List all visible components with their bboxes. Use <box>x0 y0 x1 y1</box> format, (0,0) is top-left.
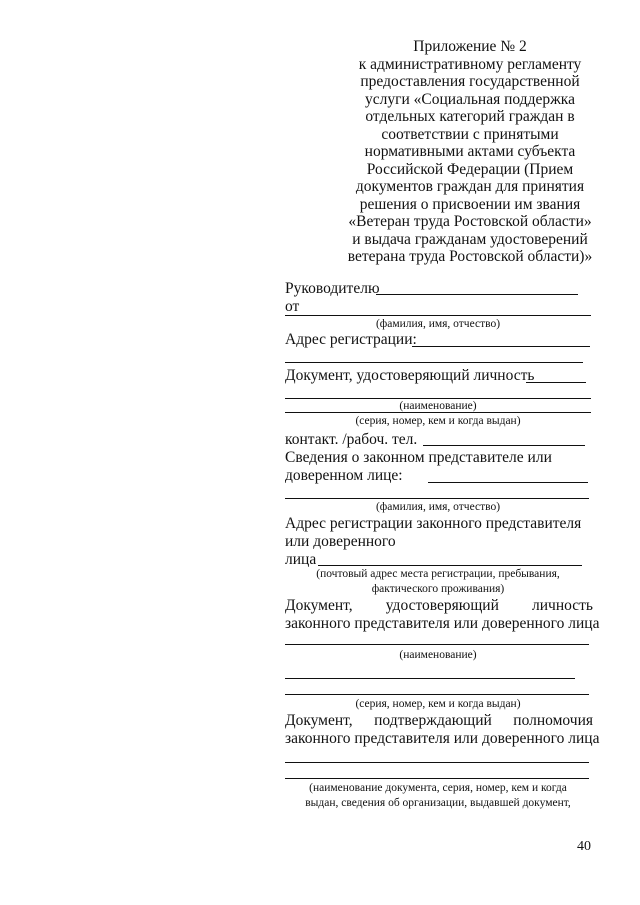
header-line: к административному регламенту <box>358 55 582 73</box>
from-label: от <box>285 298 300 315</box>
caption-postal-2: фактического проживания) <box>371 583 505 595</box>
header-line: отдельных категорий граждан в <box>365 108 575 125</box>
caption-final-2: выдан, сведения об организации, выдавшей документ, <box>305 797 571 809</box>
authority-doc-word: подтверждающий <box>374 712 492 729</box>
recipient-label: Руководителю <box>285 280 380 297</box>
header-line: и выдача гражданам удостоверений <box>352 230 588 248</box>
caption-postal: (почтовый адрес места регистрации, пребывания, <box>316 568 560 580</box>
appendix-header <box>336 38 604 266</box>
rep-identity-doc-line[interactable] <box>285 644 589 645</box>
rep-address-label-3: лица <box>285 551 317 568</box>
representative-info-label-2: доверенном лице: <box>285 467 403 484</box>
rep-identity-doc-line-2[interactable] <box>285 678 575 679</box>
phone-label: контакт. /рабоч. тел. <box>285 431 418 448</box>
caption-fio: (фамилия, имя, отчество) <box>375 318 501 330</box>
header-line: «Ветеран труда Ростовской области» <box>348 213 592 230</box>
caption-series-2: (серия, номер, кем и когда выдан) <box>355 698 521 710</box>
header-line: ветерана труда Ростовской области)» <box>347 248 593 265</box>
header-line: документов граждан для принятия <box>355 178 585 195</box>
rep-address-line[interactable] <box>318 565 582 566</box>
rep-identity-word: Документ, <box>285 597 353 614</box>
identity-doc-line[interactable] <box>526 382 586 383</box>
from-fill-line[interactable] <box>285 315 591 316</box>
authority-doc-word: полномочия <box>513 712 593 729</box>
phone-line[interactable] <box>423 445 585 446</box>
header-line: Российской Федерации (Прием <box>366 160 574 178</box>
rep-address-label-2: или доверенного <box>285 533 396 550</box>
representative-info-label: Сведения о законном представителе или <box>285 449 552 466</box>
header-line: соответствии с принятыми <box>381 125 559 143</box>
header-line: Приложение № 2 <box>413 38 527 55</box>
rep-identity-doc-label <box>285 597 593 615</box>
authority-doc-label <box>285 712 593 730</box>
authority-doc-line-2[interactable] <box>285 778 589 779</box>
header-line: услуги «Социальная поддержка <box>365 90 575 108</box>
authority-doc-label-2: законного представителя или доверенного лица <box>285 730 600 747</box>
authority-doc-word: Документ, <box>285 712 353 729</box>
header-line: предоставления государственной <box>360 73 580 90</box>
rep-address-label: Адрес регистрации законного представителя <box>285 515 582 532</box>
identity-doc-label: Документ, удостоверяющий личность <box>285 367 535 384</box>
registration-address-line[interactable] <box>412 346 590 347</box>
registration-address-label: Адрес регистрации: <box>285 331 417 348</box>
rep-identity-doc-line-3[interactable] <box>285 694 589 695</box>
representative-line-2[interactable] <box>285 498 589 499</box>
page-number: 40 <box>577 839 591 854</box>
rep-identity-word: личность <box>532 597 593 614</box>
authority-doc-line[interactable] <box>285 762 589 763</box>
caption-name: (наименование) <box>399 400 477 412</box>
rep-identity-doc-label-2: законного представителя или доверенного лица <box>285 615 600 632</box>
registration-address-line-2[interactable] <box>285 362 583 363</box>
caption-series: (серия, номер, кем и когда выдан) <box>355 415 521 427</box>
caption-final: (наименование документа, серия, номер, кем и когда <box>309 782 567 794</box>
caption-fio-2: (фамилия, имя, отчество) <box>375 501 501 513</box>
rep-identity-word: удостоверяющий <box>385 597 499 614</box>
header-line: нормативными актами субъекта <box>364 143 576 160</box>
representative-line[interactable] <box>428 482 588 483</box>
recipient-fill-line[interactable] <box>376 294 578 295</box>
caption-name-2: (наименование) <box>399 649 477 661</box>
header-line: решения о присвоении им звания <box>359 195 581 213</box>
